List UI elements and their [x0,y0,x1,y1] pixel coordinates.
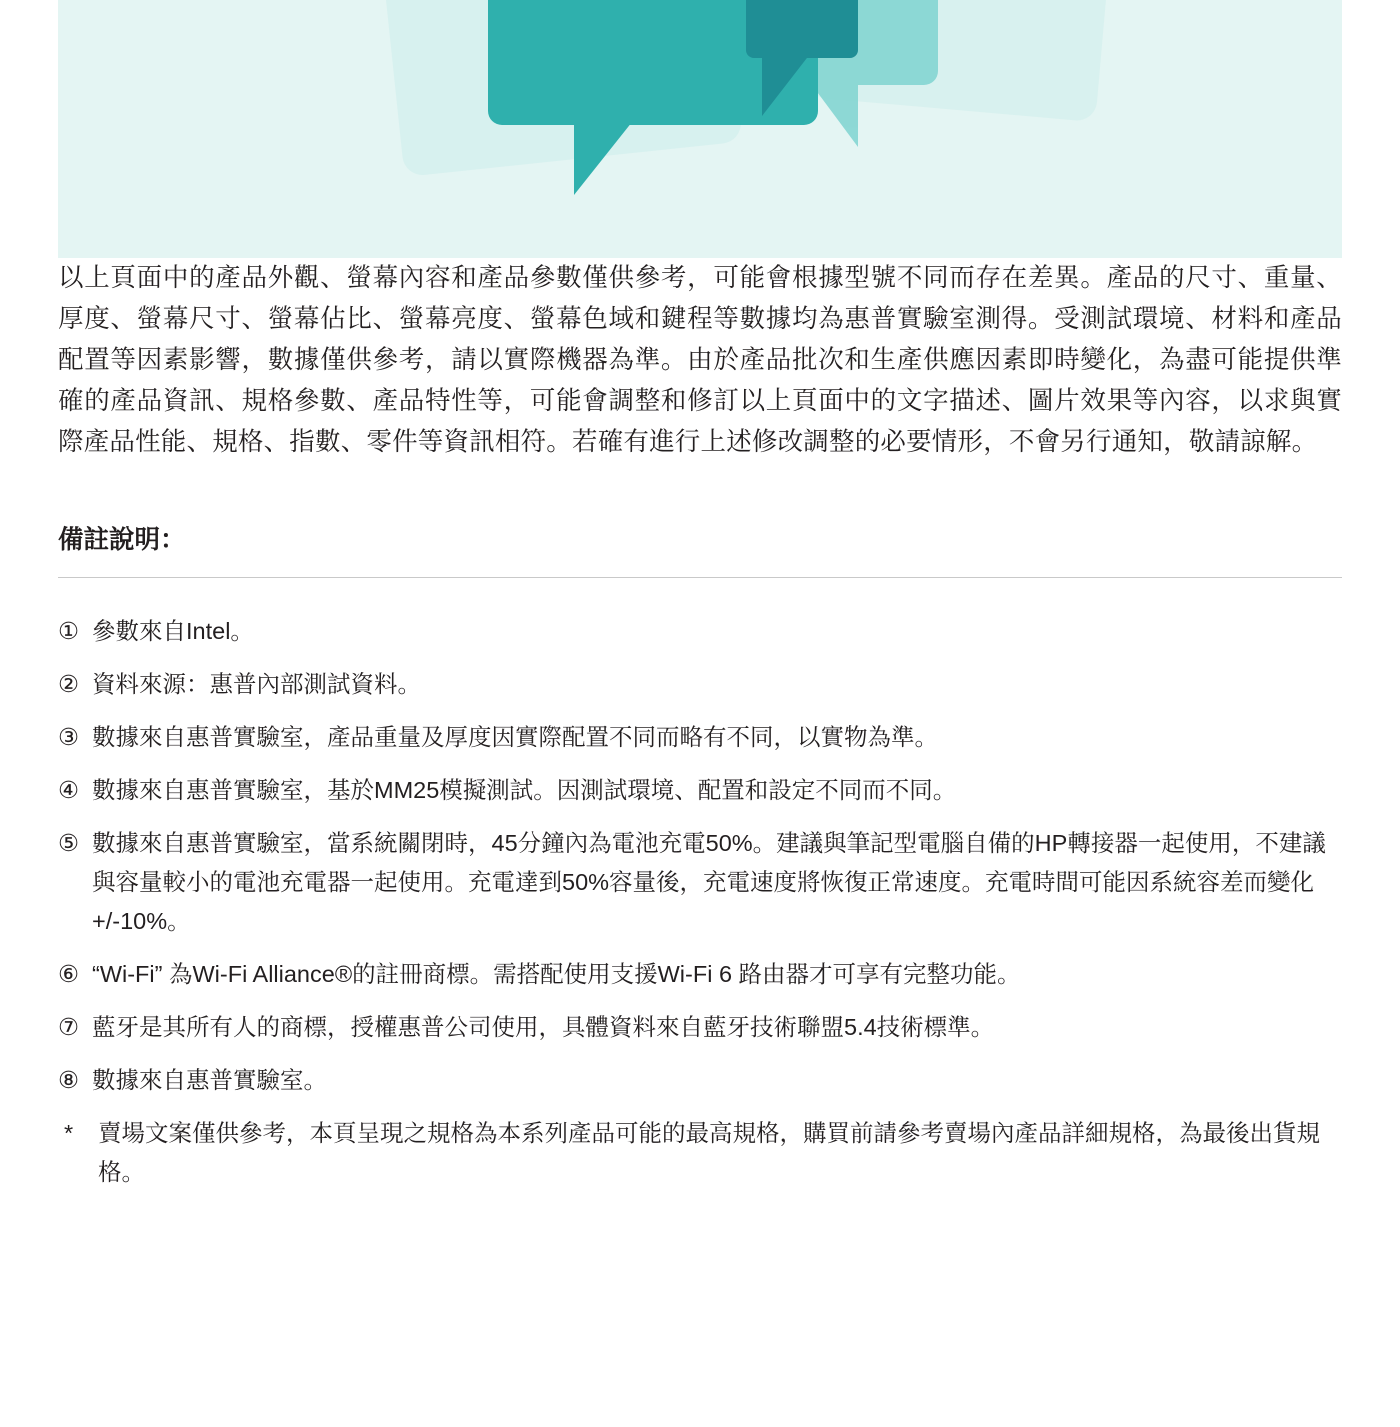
list-item [58,955,1342,994]
section-divider [58,577,1342,578]
list-item [58,718,1342,757]
list-item [58,1114,1342,1192]
footnote-text: 數據來自惠普實驗室。 [92,1067,327,1093]
footnote-text: 參數來自Intel。 [92,618,254,644]
speech-bubble-dark-icon [746,0,858,58]
footnote-text: 數據來自惠普實驗室，產品重量及厚度因實際配置不同而略有不同，以實物為準。 [92,724,938,750]
footnote-text: 數據來自惠普實驗室，當系統關閉時，45分鐘內為電池充電50%。建議與筆記型電腦自備的HP轉接器一起使用，不建議與容量較小的電池充電器一起使用。充電達到50%容量後，充電速度將恢復正常速度。充電時間可能因系統容差而變化+/-10%。 [92,830,1326,934]
footnote-marker: ④ [58,777,80,803]
product-disclaimer-paragraph: 以上頁面中的產品外觀、螢幕內容和產品參數僅供參考，可能會根據型號不同而存在差異。產品的尺寸、重量、厚度、螢幕尺寸、螢幕佔比、螢幕亮度、螢幕色域和鍵程等數據均為惠普實驗室測得。受測試環境、材料和產品配置等因素影響，數據僅供參考，請以實際機器為準。由於產品批次和生產供應因素即時變化，為盡可能提供準確的產品資訊、規格參數、產品特性等，可能會調整和修訂以上頁面中的文字描述、圖片效果等內容，以求與實際產品性能、規格、指數、零件等資訊相符。若確有進行上述修改調整的必要情形，不會另行通知，敬請諒解。 [58,264,1342,456]
footnote-marker: ③ [58,724,80,750]
footnote-marker: ② [58,671,80,697]
hero-banner [58,0,1342,258]
list-item [58,1061,1342,1100]
footnote-text: “Wi-Fi” 為Wi-Fi Alliance®的註冊商標。需搭配使用支援Wi-Fi 6 路由器才可享有完整功能。 [92,961,1021,987]
footnote-text: 賣場文案僅供參考，本頁呈現之規格為本系列產品可能的最高規格，購買前請參考賣場內產品詳細規格，為最後出貨規格。 [98,1120,1320,1185]
footnote-marker: ① [58,618,80,644]
list-item [58,612,1342,651]
footnote-text: 藍牙是其所有人的商標，授權惠普公司使用，具體資料來自藍牙技術聯盟5.4技術標準。 [92,1014,995,1040]
footnote-marker: ⑦ [58,1014,80,1040]
footnote-marker: ⑧ [58,1067,80,1093]
footnote-text: 資料來源：惠普內部測試資料。 [92,671,421,697]
footnote-marker: ⑤ [58,830,80,856]
footnote-marker: ⑥ [58,961,80,987]
document-body [0,258,1400,1206]
list-item [58,824,1342,941]
footnote-marker: * [64,1120,74,1146]
list-item [58,771,1342,810]
list-item [58,1008,1342,1047]
list-item [58,665,1342,704]
notes-section-title: 備註說明： [58,526,186,554]
footnotes-list [58,612,1342,1192]
footnote-text: 數據來自惠普實驗室，基於MM25模擬測試。因測試環境、配置和設定不同而不同。 [92,777,957,803]
